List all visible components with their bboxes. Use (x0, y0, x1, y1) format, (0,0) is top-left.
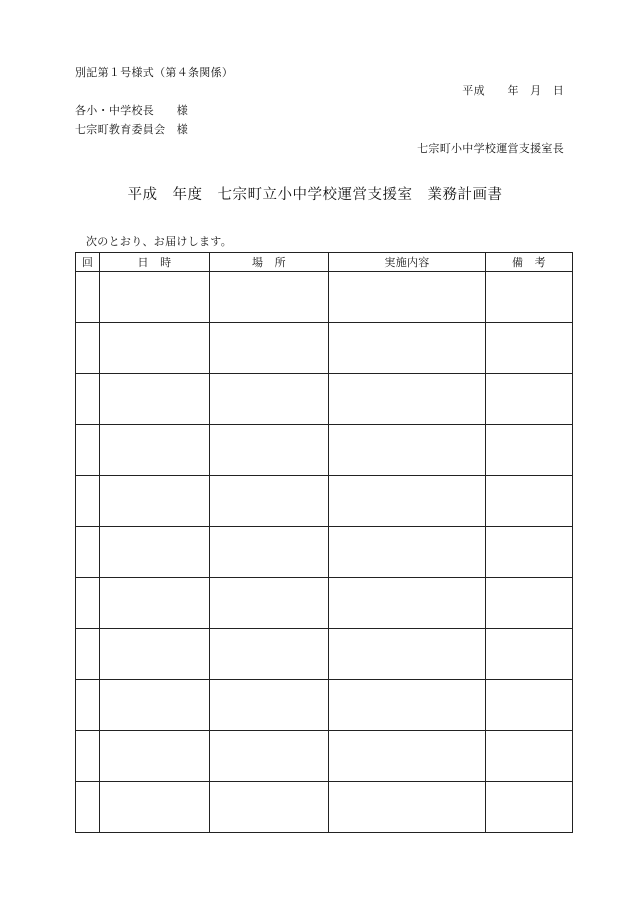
cell-number (76, 323, 100, 374)
cell-number (76, 272, 100, 323)
cell-remarks (486, 680, 573, 731)
table-row (76, 680, 573, 731)
cell-number (76, 629, 100, 680)
cell-datetime (100, 425, 210, 476)
table-row (76, 731, 573, 782)
cell-remarks (486, 374, 573, 425)
cell-place (210, 374, 329, 425)
recipient-board: 七宗町教育委員会 様 (75, 123, 188, 136)
plan-table (75, 252, 573, 833)
cell-content (329, 578, 486, 629)
cell-datetime (100, 782, 210, 833)
cell-place (210, 782, 329, 833)
intro-text: 次のとおり、お届けします。 (86, 235, 233, 248)
cell-remarks (486, 578, 573, 629)
cell-place (210, 476, 329, 527)
date-line: 平成 年 月 日 (462, 84, 564, 97)
cell-content (329, 680, 486, 731)
cell-datetime (100, 374, 210, 425)
cell-content (329, 272, 486, 323)
cell-datetime (100, 527, 210, 578)
col-header-remarks: 備 考 (486, 253, 573, 272)
cell-remarks (486, 272, 573, 323)
cell-number (76, 680, 100, 731)
table-row (76, 374, 573, 425)
cell-content (329, 476, 486, 527)
cell-place (210, 731, 329, 782)
cell-content (329, 323, 486, 374)
cell-remarks (486, 782, 573, 833)
cell-datetime (100, 578, 210, 629)
cell-number (76, 578, 100, 629)
recipient-schools: 各小・中学校長 様 (75, 104, 188, 117)
table-row (76, 425, 573, 476)
col-header-number: 回 (76, 253, 100, 272)
cell-content (329, 374, 486, 425)
col-header-datetime: 日 時 (100, 253, 210, 272)
cell-number (76, 425, 100, 476)
cell-number (76, 782, 100, 833)
table-row (76, 527, 573, 578)
cell-remarks (486, 527, 573, 578)
sender: 七宗町小中学校運営支援室長 (417, 142, 564, 155)
cell-remarks (486, 476, 573, 527)
col-header-place: 場 所 (210, 253, 329, 272)
cell-place (210, 272, 329, 323)
cell-remarks (486, 731, 573, 782)
cell-content (329, 527, 486, 578)
cell-datetime (100, 323, 210, 374)
cell-datetime (100, 629, 210, 680)
document-title: 平成 年度 七宗町立小中学校運営支援室 業務計画書 (127, 187, 503, 203)
cell-place (210, 680, 329, 731)
col-header-content: 実施内容 (329, 253, 486, 272)
cell-place (210, 527, 329, 578)
cell-remarks (486, 323, 573, 374)
form-number: 別記第１号様式（第４条関係） (75, 66, 234, 79)
cell-number (76, 476, 100, 527)
cell-datetime (100, 272, 210, 323)
cell-remarks (486, 425, 573, 476)
table-row (76, 272, 573, 323)
table-row (76, 782, 573, 833)
table-row (76, 578, 573, 629)
cell-content (329, 629, 486, 680)
table-row (76, 476, 573, 527)
cell-number (76, 527, 100, 578)
cell-content (329, 425, 486, 476)
cell-datetime (100, 680, 210, 731)
cell-place (210, 323, 329, 374)
cell-content (329, 782, 486, 833)
cell-datetime (100, 476, 210, 527)
cell-place (210, 578, 329, 629)
cell-place (210, 629, 329, 680)
cell-place (210, 425, 329, 476)
table-row (76, 629, 573, 680)
cell-remarks (486, 629, 573, 680)
table-row (76, 323, 573, 374)
cell-content (329, 731, 486, 782)
cell-number (76, 374, 100, 425)
table-header-row (76, 253, 573, 272)
cell-number (76, 731, 100, 782)
cell-datetime (100, 731, 210, 782)
